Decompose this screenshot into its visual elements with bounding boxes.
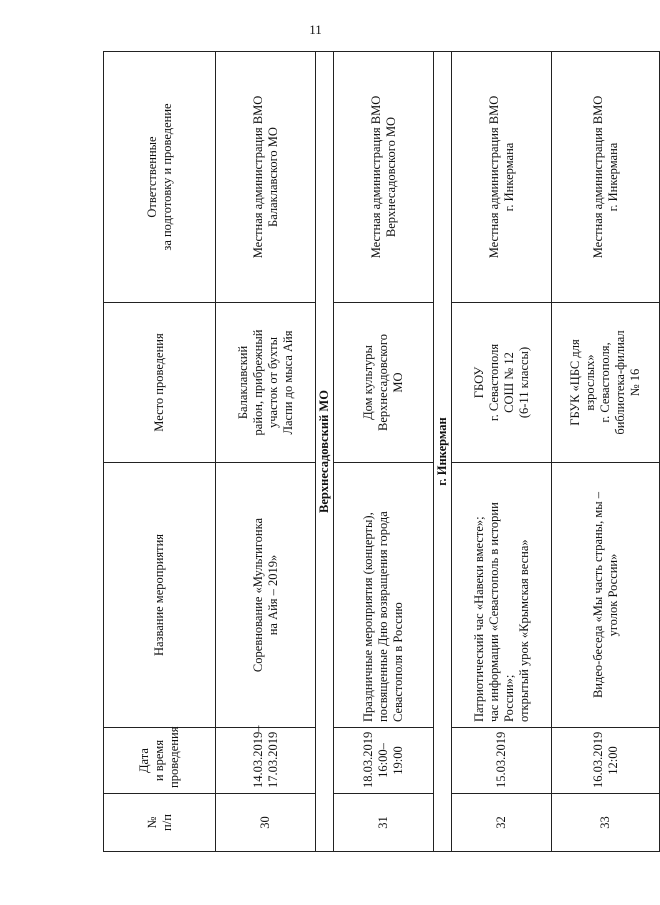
header-responsible: Ответственные за подготовку и проведение [104, 52, 216, 303]
cell-name: Патриотический час «Навеки вместе»; час информации «Севастополь в истории России»; открытый урок «Крымская весна» [452, 463, 552, 728]
header-name: Название мероприятия [104, 463, 216, 728]
cell-name: Соревнование «Мультигонка на Айя – 2019» [216, 463, 316, 728]
cell-num: 30 [216, 794, 316, 852]
cell-responsible: Местная администрация ВМО г. Инкермана [452, 52, 552, 303]
table-row [552, 52, 660, 852]
cell-date: 14.03.2019– 17.03.2019 [216, 728, 316, 794]
header-date: Дата и время проведения [104, 728, 216, 794]
table-row [452, 52, 552, 852]
table-header-row [104, 52, 216, 852]
cell-place: ГБОУ г. Севастополя СОШ № 12 (6-11 классы) [452, 303, 552, 463]
cell-name: Праздничные мероприятия (концерты), посвященные Дню возвращения города Севастополя в Россию [334, 463, 434, 728]
header-num: № п/п [104, 794, 216, 852]
table-row [334, 52, 434, 852]
cell-date: 16.03.2019 12:00 [552, 728, 660, 794]
section-row [434, 52, 452, 852]
cell-place: Балаклавский район, прибрежный участок от бухты Ласпи до мыса Айя [216, 303, 316, 463]
cell-place: ГБУК «ЦБС для взрослых» г. Севастополя, библиотека-филиал № 16 [552, 303, 660, 463]
cell-responsible: Местная администрация ВМО Балаклавского МО [216, 52, 316, 303]
section-row [316, 52, 334, 852]
page-number: 11 [309, 22, 322, 37]
table-row [216, 52, 316, 852]
cell-responsible: Местная администрация ВМО г. Инкермана [552, 52, 660, 303]
rotated-table-container [103, 52, 642, 852]
cell-num: 33 [552, 794, 660, 852]
events-table [103, 51, 660, 852]
header-place: Место проведения [104, 303, 216, 463]
cell-date: 15.03.2019 [452, 728, 552, 794]
cell-name: Видео-беседа «Мы часть страны, мы – уголок России» [552, 463, 660, 728]
cell-num: 31 [334, 794, 434, 852]
cell-place: Дом культуры Верхнесадовского МО [334, 303, 434, 463]
cell-date: 18.03.2019 16:00–19:00 [334, 728, 434, 794]
section-title: Верхнесадовский МО [316, 52, 334, 852]
cell-num: 32 [452, 794, 552, 852]
section-title: г. Инкерман [434, 52, 452, 852]
cell-responsible: Местная администрация ВМО Верхнесадовского МО [334, 52, 434, 303]
